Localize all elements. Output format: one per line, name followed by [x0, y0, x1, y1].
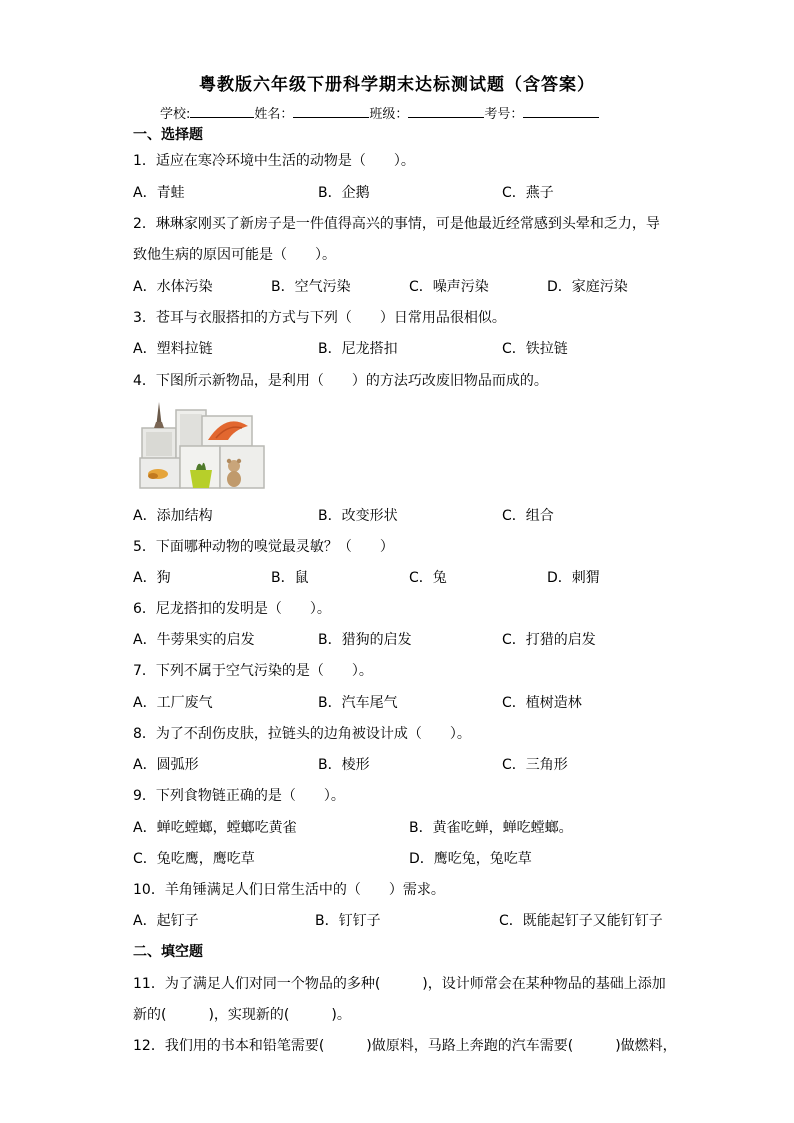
- q7-option-c[interactable]: C．植树造林: [502, 695, 582, 711]
- question-3: 3．苍耳与衣服搭扣的方式与下列（ ）日常用品很相似。: [133, 310, 506, 326]
- q5-option-b[interactable]: B．鼠: [271, 570, 309, 586]
- question-9: 9．下列食物链正确的是（ ）。: [133, 788, 345, 804]
- q1-option-a[interactable]: A．青蛙: [133, 185, 185, 201]
- school-blank[interactable]: [190, 104, 254, 118]
- q4-option-b[interactable]: B．改变形状: [318, 508, 398, 524]
- q9-option-c[interactable]: C．兔吃鹰，鹰吃草: [133, 851, 255, 867]
- q7-option-b[interactable]: B．汽车尾气: [318, 695, 398, 711]
- section-choice-heading: 一、选择题: [133, 127, 203, 143]
- name-blank[interactable]: [293, 104, 369, 118]
- question-1: 1．适应在寒冷环境中生活的动物是（ ）。: [133, 153, 415, 169]
- q9-option-d[interactable]: D．鹰吃兔，兔吃草: [409, 851, 532, 867]
- q8-option-c[interactable]: C．三角形: [502, 757, 568, 773]
- class-blank[interactable]: [408, 104, 484, 118]
- recycled-box-shelf-picture: [136, 400, 268, 490]
- class-label: 班级：: [369, 107, 409, 122]
- question-4: 4．下图所示新物品，是利用（ ）的方法巧改废旧物品而成的。: [133, 373, 548, 389]
- q6-option-b[interactable]: B．猎狗的启发: [318, 632, 412, 648]
- q10-option-c[interactable]: C．既能起钉子又能钉钉子: [499, 913, 663, 929]
- q2-option-b[interactable]: B．空气污染: [271, 279, 351, 295]
- number-label: 考号：: [484, 107, 524, 122]
- q10-option-b[interactable]: B．钉钉子: [315, 913, 381, 929]
- q3-option-b[interactable]: B．尼龙搭扣: [318, 341, 398, 357]
- q2-option-d[interactable]: D．家庭污染: [547, 279, 628, 295]
- question-5: 5．下面哪种动物的嗅觉最灵敏？（ ）: [133, 539, 394, 555]
- question-12: 12．我们用的书本和铅笔需要( )做原料，马路上奔跑的汽车需要( )做燃料，: [133, 1038, 677, 1054]
- question-6: 6．尼龙搭扣的发明是（ ）。: [133, 601, 331, 617]
- q10-option-a[interactable]: A．起钉子: [133, 913, 199, 929]
- question-7: 7．下列不属于空气污染的是（ ）。: [133, 663, 373, 679]
- number-blank[interactable]: [523, 104, 599, 118]
- page-title: 粤教版六年级下册科学期末达标测试题（含答案）: [199, 75, 595, 95]
- q1-option-b[interactable]: B．企鹅: [318, 185, 370, 201]
- q8-option-a[interactable]: A．圆弧形: [133, 757, 199, 773]
- q7-option-a[interactable]: A．工厂废气: [133, 695, 213, 711]
- question-8: 8．为了不刮伤皮肤，拉链头的边角被设计成（ ）。: [133, 726, 471, 742]
- q9-option-a[interactable]: A．蝉吃螳螂，螳螂吃黄雀: [133, 820, 297, 836]
- question-11-line-2: 新的( )，实现新的( )。: [133, 1007, 351, 1023]
- school-label: 学校:: [160, 107, 191, 122]
- q5-option-a[interactable]: A．狗: [133, 570, 171, 586]
- q3-option-c[interactable]: C．铁拉链: [502, 341, 568, 357]
- q5-option-d[interactable]: D．刺猬: [547, 570, 600, 586]
- q2-option-c[interactable]: C．噪声污染: [409, 279, 489, 295]
- name-label: 姓名：: [254, 107, 294, 122]
- q2-option-a[interactable]: A．水体污染: [133, 279, 213, 295]
- question-2-line-2: 致他生病的原因可能是（ ）。: [133, 247, 336, 263]
- q6-option-a[interactable]: A．牛蒡果实的启发: [133, 632, 255, 648]
- student-info-line: [160, 103, 599, 122]
- q8-option-b[interactable]: B．棱形: [318, 757, 370, 773]
- q4-option-c[interactable]: C．组合: [502, 508, 554, 524]
- question-11-line-1: 11．为了满足人们对同一个物品的多种( )，设计师常会在某种物品的基础上添加: [133, 976, 666, 992]
- q4-option-a[interactable]: A．添加结构: [133, 508, 213, 524]
- question-2-line-1: 2．琳琳家刚买了新房子是一件值得高兴的事情，可是他最近经常感到头晕和乏力，导: [133, 216, 660, 232]
- section-fill-heading: 二、填空题: [133, 944, 203, 960]
- q1-option-c[interactable]: C．燕子: [502, 185, 554, 201]
- q9-option-b[interactable]: B．黄雀吃蝉，蝉吃螳螂。: [409, 820, 573, 836]
- question-10: 10．羊角锤满足人们日常生活中的（ ）需求。: [133, 882, 445, 898]
- q5-option-c[interactable]: C．兔: [409, 570, 447, 586]
- q3-option-a[interactable]: A．塑料拉链: [133, 341, 213, 357]
- q6-option-c[interactable]: C．打猎的启发: [502, 632, 596, 648]
